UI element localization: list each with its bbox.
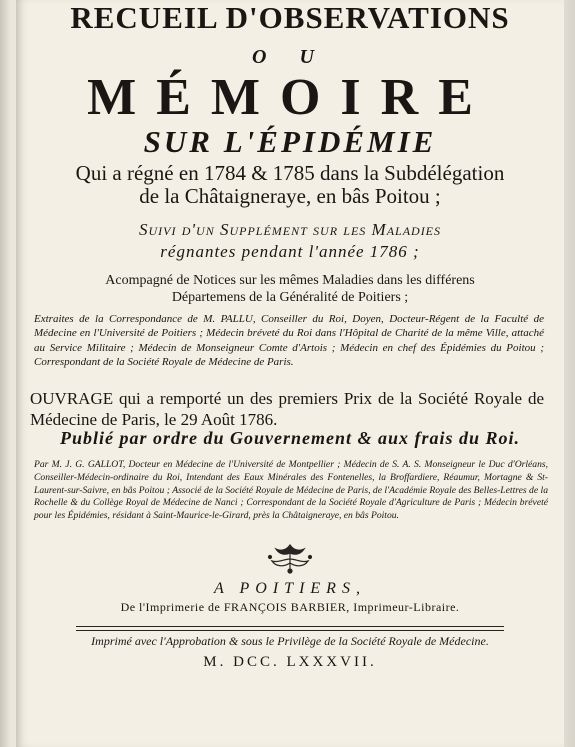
title-line-4: SUR L'ÉPIDÉMIE [143, 124, 437, 159]
author-paragraph: Par M. J. G. GALLOT, Docteur en Médecine de l'Université de Montpellier ; Médecin de S. A. S. Monseigneur le Duc d'Orléans, Conseiller-Médecin-ordinaire du Roi, Intendant des Eaux Minérales des Fontenelles, la Broffardiere, Réaumur, Mortagne & St-Laurent-sur-Saivre, en bâs Poitou ; Associé de la Société Royale de Médecine de Paris, de l'Académie Royale des Belles-Lettres de la Rochelle & du Collège Royal de Médecine de Nanci ; Correspondant de la Société Royale d'Agriculture de Paris ; Médecin bréveté pour les Épidémies, résidant à Saint-Maurice-le-Girard, près la Châtaigneraye, en bâs Poitou. [34, 459, 548, 522]
notices-line-2: Départemens de la Généralité de Poitiers ; [171, 290, 409, 305]
subtitle-line-2: de la Châtaigneraye, en bâs Poitou ; [139, 184, 441, 208]
imprint-city: A POITIERS, [214, 580, 366, 597]
ornament-icon [16, 541, 564, 575]
imprint-year: M. DCC. LXXXVII. [203, 654, 377, 670]
imprint-approbation: Imprimé avec l'Approbation & sous le Privilège de la Société Royale de Médecine. [91, 634, 489, 648]
title-line-2: O U [252, 46, 328, 68]
subtitle [16, 162, 564, 208]
divider-rule-2 [76, 630, 504, 631]
published-line: Publié par ordre du Gouvernement & aux frais du Roi. [59, 428, 521, 448]
notices [16, 272, 564, 306]
title-page [16, 0, 564, 747]
notices-line-1: Acompagné de Notices sur les mêmes Maladies dans les différens [105, 273, 475, 288]
imprint-printer: De l'Imprimerie de FRANÇOIS BARBIER, Imprimeur-Libraire. [120, 600, 460, 614]
supplement-line-1: Suivi d'un Supplément sur les Maladies [138, 220, 442, 239]
extract-paragraph: Extraites de la Correspondance de M. PALLU, Conseiller du Roi, Doyen, Docteur-Régent de la Faculté de Médecine en l'Université de Poitiers ; Médecin bréveté du Roi dans l'Hôpital de Charité de la même Ville, attaché au Service Militaire ; Médecin de Monseigneur Comte d'Artois ; Médecin en chef des Épidémies du Poitou ; Correspondant de la Société Royale de Médecine de Paris. [34, 313, 544, 368]
title-line-3: MÉMOIRE [87, 69, 493, 126]
supplement-line-2: régnantes pendant l'année 1786 ; [160, 242, 420, 261]
subtitle-line-1: Qui a régné en 1784 & 1785 dans la Subdélégation [75, 161, 505, 185]
prize-paragraph: OUVRAGE qui a remporté un des premiers Prix de la Société Royale de Médecine de Paris, le 29 Août 1786. [30, 389, 544, 429]
supplement [16, 219, 564, 263]
divider-rule [76, 626, 504, 627]
title-line-1: RECUEIL D'OBSERVATIONS [70, 0, 510, 35]
